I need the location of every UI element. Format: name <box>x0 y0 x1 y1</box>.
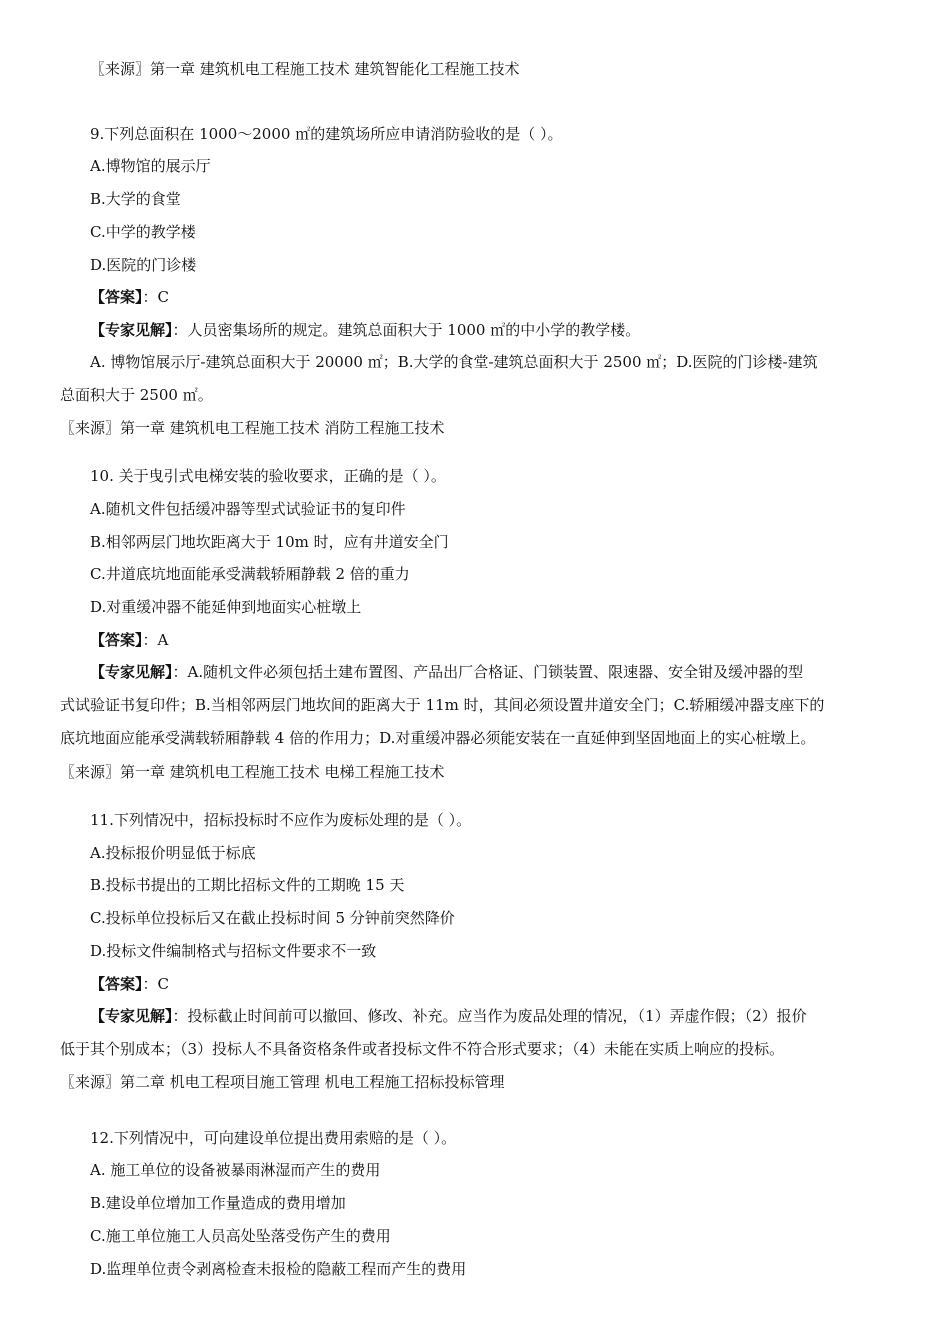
question-11-answer <box>90 974 169 994</box>
expert-text: ：人员密集场所的规定。建筑总面积大于 1000 ㎡的中小学的教学楼。 <box>172 321 641 339</box>
question-9-answer <box>90 287 169 307</box>
expert-text: ：A.随机文件必须包括土建布置图、产品出厂合格证、门锁装置、限速器、安全钳及缓冲器的型 <box>172 663 804 681</box>
question-11-source: 〖来源〗第二章 机电工程项目施工管理 机电工程施工招标投标管理 <box>60 1073 505 1091</box>
question-11-option-a: A.投标报价明显低于标底 <box>90 844 256 862</box>
answer-value: ：C <box>142 975 169 993</box>
question-10-source: 〖来源〗第一章 建筑机电工程施工技术 电梯工程施工技术 <box>60 763 445 781</box>
question-9-stem: 9.下列总面积在 1000～2000 ㎡的建筑场所应申请消防验收的是（ ）。 <box>90 125 563 143</box>
question-12-option-b: B.建设单位增加工作量造成的费用增加 <box>90 1194 346 1212</box>
question-10-option-c: C.井道底坑地面能承受满载轿厢静载 2 倍的重力 <box>90 565 410 583</box>
source-line: 〖来源〗第一章 建筑机电工程施工技术 建筑智能化工程施工技术 <box>90 60 520 78</box>
answer-label: 【答案】 <box>90 288 143 306</box>
expert-label: 【专家见解】 <box>90 1007 173 1025</box>
question-10-answer <box>90 630 168 650</box>
question-12-option-c: C.施工单位施工人员高处坠落受伤产生的费用 <box>90 1227 391 1245</box>
question-11-stem: 11.下列情况中，招标投标时不应作为废标处理的是（ ）。 <box>90 811 472 829</box>
expert-label: 【专家见解】 <box>90 663 173 681</box>
question-10-stem: 10. 关于曳引式电梯安装的验收要求，正确的是（ ）。 <box>90 467 446 485</box>
question-9-expert-line-3: 总面积大于 2500 ㎡。 <box>60 386 213 404</box>
question-12-option-a: A. 施工单位的设备被暴雨淋湿而产生的费用 <box>90 1161 381 1179</box>
question-12-option-d: D.监理单位责令剥离检查未报检的隐蔽工程而产生的费用 <box>90 1260 467 1278</box>
expert-text: ：投标截止时间前可以撤回、修改、补充。应当作为废品处理的情况，（1）弄虚作假；（2）报价 <box>172 1007 807 1025</box>
question-9-option-a: A.博物馆的展示厅 <box>90 157 211 175</box>
answer-label: 【答案】 <box>90 975 143 993</box>
question-9-source: 〖来源〗第一章 建筑机电工程施工技术 消防工程施工技术 <box>60 419 445 437</box>
question-9-option-d: D.医院的门诊楼 <box>90 256 197 274</box>
question-11-option-b: B.投标书提出的工期比招标文件的工期晚 15 天 <box>90 876 405 894</box>
question-11-option-c: C.投标单位投标后又在截止投标时间 5 分钟前突然降价 <box>90 909 455 927</box>
question-11-expert-line-1 <box>90 1006 807 1026</box>
question-9-option-c: C.中学的教学楼 <box>90 223 196 241</box>
question-11-expert-line-2: 低于其个别成本；（3）投标人不具备资格条件或者投标文件不符合形式要求；（4）未能在实质上响应的投标。 <box>60 1040 785 1058</box>
question-9-expert-line-2: A. 博物馆展示厅-建筑总面积大于 20000 ㎡；B.大学的食堂-建筑总面积大于 2500 ㎡；D.医院的门诊楼-建筑 <box>90 353 818 371</box>
answer-label: 【答案】 <box>90 631 143 649</box>
question-10-expert-line-1 <box>90 662 803 682</box>
question-10-expert-line-2: 式试验证书复印件；B.当相邻两层门地坎间的距离大于 11m 时，其间必须设置井道安全门；C.轿厢缓冲器支座下的 <box>60 696 825 714</box>
question-12-stem: 12.下列情况中，可向建设单位提出费用索赔的是（ ）。 <box>90 1129 457 1147</box>
answer-value: ：C <box>142 288 169 306</box>
question-11-option-d: D.投标文件编制格式与招标文件要求不一致 <box>90 942 377 960</box>
question-10-option-d: D.对重缓冲器不能延伸到地面实心桩墩上 <box>90 598 362 616</box>
question-10-expert-line-3: 底坑地面应能承受满载轿厢静载 4 倍的作用力；D.对重缓冲器必须能安装在一直延伸到坚固地面上的实心桩墩上。 <box>60 729 816 747</box>
expert-label: 【专家见解】 <box>90 321 173 339</box>
question-9-option-b: B.大学的食堂 <box>90 190 181 208</box>
question-10-option-a: A.随机文件包括缓冲器等型式试验证书的复印件 <box>90 500 406 518</box>
question-9-expert-line-1 <box>90 320 640 340</box>
question-10-option-b: B.相邻两层门地坎距离大于 10m 时，应有井道安全门 <box>90 533 449 551</box>
answer-value: ：A <box>142 631 169 649</box>
